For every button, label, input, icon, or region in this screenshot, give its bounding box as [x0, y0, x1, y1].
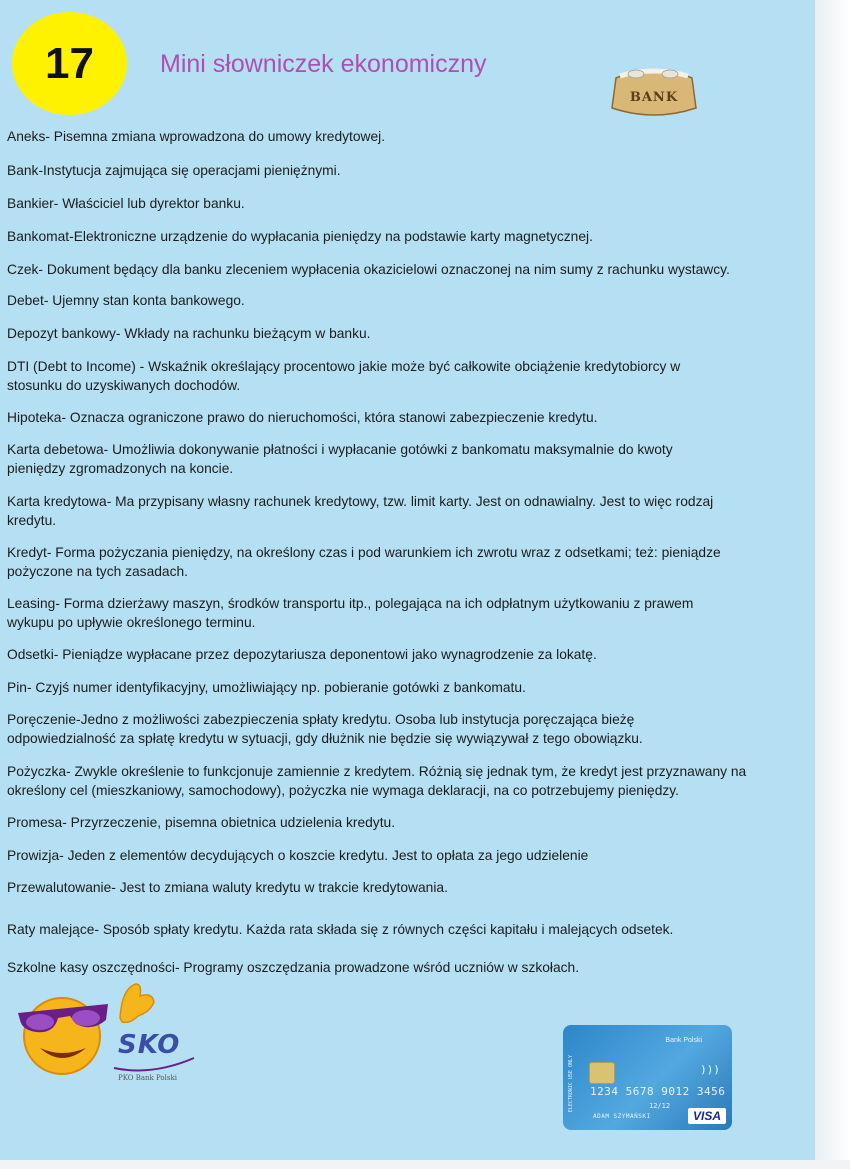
glossary-entry: Depozyt bankowy- Wkłady na rachunku bieżącym w banku. — [7, 326, 371, 341]
visa-logo: VISA — [688, 1108, 726, 1124]
glossary-entry: DTI (Debt to Income) - Wskaźnik określający procentowo jakie może być całkowite obciążenie kredytobiorcy w stosunku do uzyskiwanych dochodów. — [7, 359, 681, 393]
glossary-entry: Szkolne kasy oszczędności- Programy oszczędzania prowadzone wśród uczniów w szkołach. — [7, 960, 580, 975]
card-number: 1234 5678 9012 3456 — [590, 1085, 726, 1098]
glossary-entry: Raty malejące- Sposób spłaty kredytu. Każda rata składa się z równych części kapitału i malejących odsetek. — [7, 922, 674, 937]
contactless-icon: ))) — [700, 1063, 720, 1076]
glossary-entry: Karta debetowa- Umożliwia dokonywanie płatności i wypłacanie gotówki z bankomatu maksymalnie do kwoty pieniędzy zgromadzonych na koncie. — [7, 442, 673, 476]
glossary-entry: Poręczenie-Jedno z możliwości zabezpieczenia spłaty kredytu. Osoba lub instytucja poręczająca bieżę odpowiedzialność za spłatę kredytu w sytuacji, gdy dłużnik nie będzie się wywiązywał z tego obowiązku. — [7, 712, 643, 746]
glossary-entry: Hipoteka- Oznacza ograniczone prawo do nieruchomości, która stanowi zabezpieczenie kredytu. — [7, 410, 598, 425]
glossary-entry: Promesa- Przyrzeczenie, pisemna obietnica udzielenia kredytu. — [7, 815, 396, 830]
glossary-entry: Bankier- Właściciel lub dyrektor banku. — [7, 196, 245, 211]
glossary-entry: Czek- Dokument będący dla banku zleceniem wypłacenia okazicielowi oznaczonej na nim sumy z rachunku wystawcy. — [7, 262, 730, 277]
scan-bottom-edge — [0, 1160, 850, 1169]
glossary-entry: Prowizja- Jeden z elementów decydujących o koszcie kredytu. Jest to opłata za jego udzielenie — [7, 848, 589, 863]
card-expiry: 12/12 — [649, 1102, 671, 1110]
glossary-entry: Karta kredytowa- Ma przypisany własny rachunek kredytowy, tzw. limit karty. Jest on odnawialny. Jest to więc rodzaj kredytu. — [7, 494, 714, 528]
payment-card — [563, 1025, 732, 1130]
glossary-entry: Bank-Instytucja zajmująca się operacjami pieniężnymi. — [7, 163, 341, 178]
sko-tagline: PKO Bank Polski — [118, 1074, 177, 1082]
page-title: Mini słowniczek ekonomiczny — [160, 50, 487, 78]
bank-label: BANK — [629, 90, 679, 105]
card-bank-name: Bank Polski — [665, 1037, 702, 1044]
glossary-entry: Aneks- Pisemna zmiana wprowadzona do umowy kredytowej. — [7, 129, 386, 144]
glossary-entry: Bankomat-Elektroniczne urządzenie do wypłacania pieniędzy na podstawie karty magnetycznej. — [7, 229, 593, 244]
card-holder: ADAM SZYMAŃSKI — [593, 1113, 651, 1120]
glossary-entry: Debet- Ujemny stan konta bankowego. — [7, 293, 245, 308]
sko-logo: SKO — [118, 1030, 181, 1060]
glossary-entry: Przewalutowanie- Jest to zmiana waluty kredytu w trakcie kredytowania. — [7, 880, 448, 895]
glossary-entry: Kredyt- Forma pożyczania pieniędzy, na określony czas i pod warunkiem ich zwrotu wraz z odsetkami; też: pieniądze pożyczone na tych zasadach. — [7, 545, 721, 579]
glossary-entry: Leasing- Forma dzierżawy maszyn, środków transportu itp., polegająca na ich odpłatnym użytkowaniu z prawem wykupu po upływie określonego terminu. — [7, 596, 694, 630]
scan-edge — [815, 0, 850, 1169]
glossary-entry: Odsetki- Pieniądze wypłacane przez depozytariusza deponentowi jako wynagrodzenie za lokatę. — [7, 647, 597, 662]
card-side-text: ELECTRONIC USE ONLY — [568, 1055, 574, 1113]
page-number: 17 — [45, 38, 94, 88]
bank-bag-icon — [606, 64, 702, 118]
glossary-entry: Pożyczka- Zwykle określenie to funkcjonuje zamiennie z kredytem. Różnią się jednak tym, że kredyt jest przyznawany na określony cel (mieszkaniowy, samochodowy), pożyczka nie wymaga deklaracji, na co potrzebujemy pieniędzy. — [7, 764, 747, 798]
card-chip-icon — [589, 1062, 615, 1084]
page-number-badge — [12, 12, 127, 115]
glossary-entry: Pin- Czyjś numer identyfikacyjny, umożliwiający np. pobieranie gotówki z bankomatu. — [7, 680, 526, 695]
